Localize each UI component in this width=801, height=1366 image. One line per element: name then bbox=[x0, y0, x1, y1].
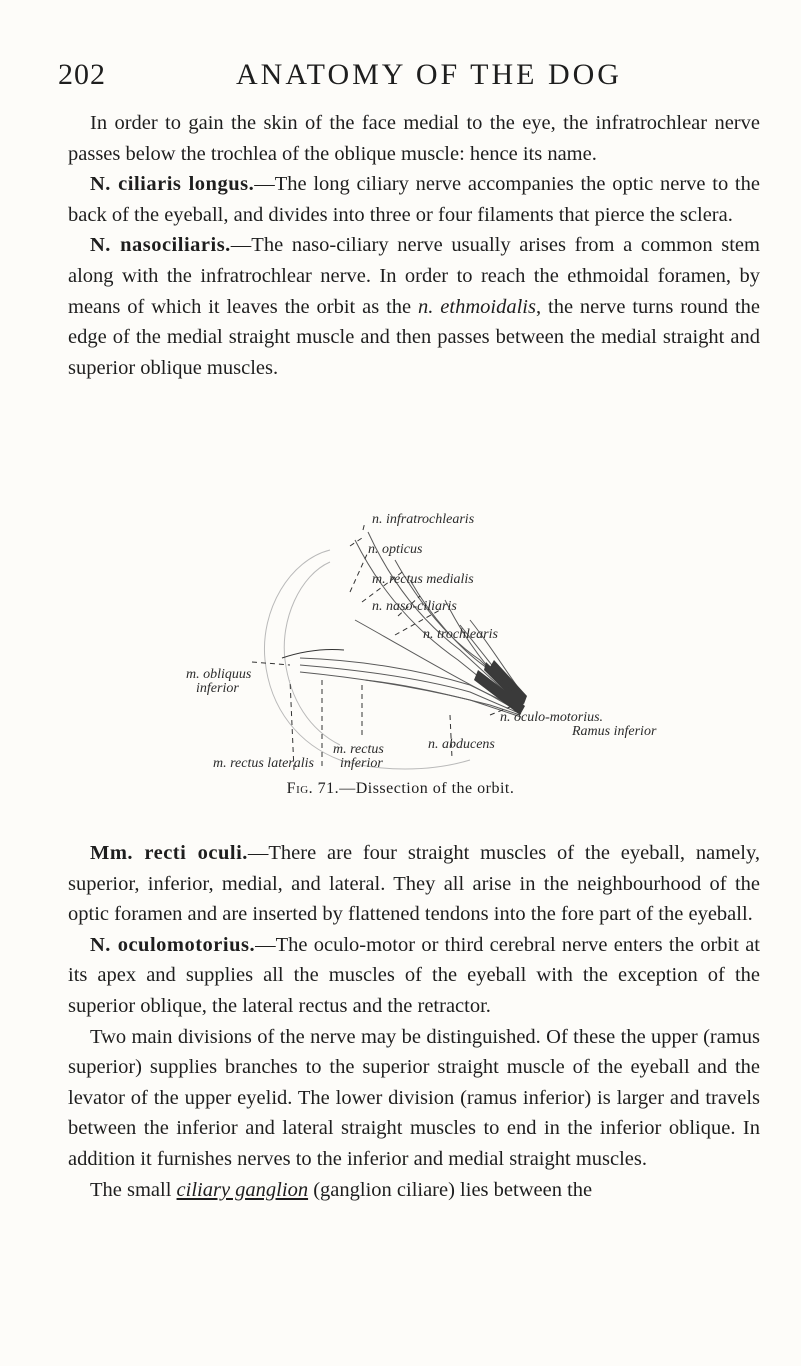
paragraph-recti-oculi bbox=[68, 838, 760, 930]
figure-caption-text: —Dissection of the orbit. bbox=[339, 780, 515, 797]
term-ciliaris-longus: N. ciliaris longus. bbox=[90, 173, 255, 196]
ciliaris-longus-text: —The long ciliary nerve accompanies the optic nerve to the back of the eyeball, and divides into three or four filaments that pierce the sclera. bbox=[68, 173, 760, 226]
paragraph-infratrochlear: In order to gain the skin of the face medial to the eye, the infratrochlear nerve passes below the trochlea of the oblique muscle: hence its name. bbox=[68, 112, 760, 165]
paragraph-ciliaris-longus bbox=[68, 169, 760, 230]
label-n-trochlearis: n. trochlearis bbox=[423, 627, 498, 642]
bottom-text-block bbox=[68, 838, 760, 1205]
label-n-oculo-motorius: n. oculo-motorius. bbox=[500, 710, 604, 725]
paragraph-oculomotorius bbox=[68, 930, 760, 1022]
term-oculomotorius: N. oculomotorius. bbox=[90, 933, 256, 956]
ciliary-ganglion-italic: ciliary ganglion bbox=[176, 1178, 309, 1201]
ciliary-ganglion-text-b: (ganglion ciliare) lies between the bbox=[308, 1178, 593, 1201]
paragraph-ciliary-ganglion bbox=[68, 1175, 760, 1206]
paragraph-nasociliaris bbox=[68, 230, 760, 383]
label-m-rectus-inferior-1: m. rectus bbox=[333, 742, 384, 757]
term-recti-oculi: Mm. recti oculi. bbox=[90, 842, 248, 864]
page-number: 202 bbox=[58, 58, 106, 91]
nasociliaris-text-a: —The naso-ciliary nerve usually arises from a common stem along with the infratrochlear nerve. In order to reach the ethmoidal foramen, by means of which it leaves the orbit as the bbox=[68, 234, 760, 318]
label-m-obliquus-inferior-1: m. obliquus bbox=[186, 667, 252, 682]
recti-oculi-text: —There are four straight muscles of the eyeball, namely, superior, inferior, medial, and lateral. They all arise in the neighbourhood of the optic foramen and are inserted by flattened tendons into the fore part of the eyeball. bbox=[68, 842, 761, 926]
orbit-dissection-figure bbox=[0, 510, 801, 810]
label-n-opticus: n. opticus bbox=[368, 542, 423, 557]
label-m-rectus-medialis: m. rectus medialis bbox=[372, 572, 474, 587]
label-m-rectus-inferior-2: inferior bbox=[340, 756, 383, 771]
paragraph-divisions: Two main divisions of the nerve may be distinguished. Of these the upper (ramus superior) supplies branches to the superior straight muscle of the eyeball and the levator of the upper eyelid. The lower division (ramus inferior) is larger and travels between the inferior and lateral straight muscles to end in the inferior oblique. In addition it furnishes nerves to the inferior and medial straight muscles. bbox=[68, 1025, 760, 1170]
oculomotorius-text: —The oculo-motor or third cerebral nerve enters the orbit at its apex and supplies all the muscles of the eyeball with the exception of the superior oblique, the lateral rectus and the retractor. bbox=[68, 933, 760, 1017]
label-n-infratrochlearis: n. infratrochlearis bbox=[372, 512, 475, 527]
label-n-naso-ciliaris: n. naso-ciliaris bbox=[372, 599, 457, 614]
label-n-abducens: n. abducens bbox=[428, 737, 495, 752]
nasociliaris-text-b: , the nerve turns round the edge of the medial straight muscle and then passes between the medial straight and superior oblique muscles. bbox=[68, 295, 760, 379]
page-header bbox=[0, 58, 801, 98]
running-head: ANATOMY OF THE DOG bbox=[236, 58, 622, 91]
eyeball-outline bbox=[264, 550, 340, 760]
figure-caption bbox=[0, 780, 801, 798]
label-m-obliquus-inferior-2: inferior bbox=[196, 681, 239, 696]
leader-infratrochlearis bbox=[363, 522, 365, 530]
label-m-rectus-lateralis: m. rectus lateralis bbox=[213, 756, 314, 771]
ciliary-ganglion-text-a: The small bbox=[90, 1178, 177, 1201]
label-ramus-inferior: Ramus inferior bbox=[572, 724, 657, 739]
oblique-pointer bbox=[282, 649, 344, 658]
figure-number: Fig. 71. bbox=[286, 780, 340, 797]
ethmoidalis-italic: n. ethmoidalis bbox=[418, 295, 536, 318]
term-nasociliaris: N. nasociliaris. bbox=[90, 234, 231, 257]
top-text-block bbox=[68, 108, 760, 383]
